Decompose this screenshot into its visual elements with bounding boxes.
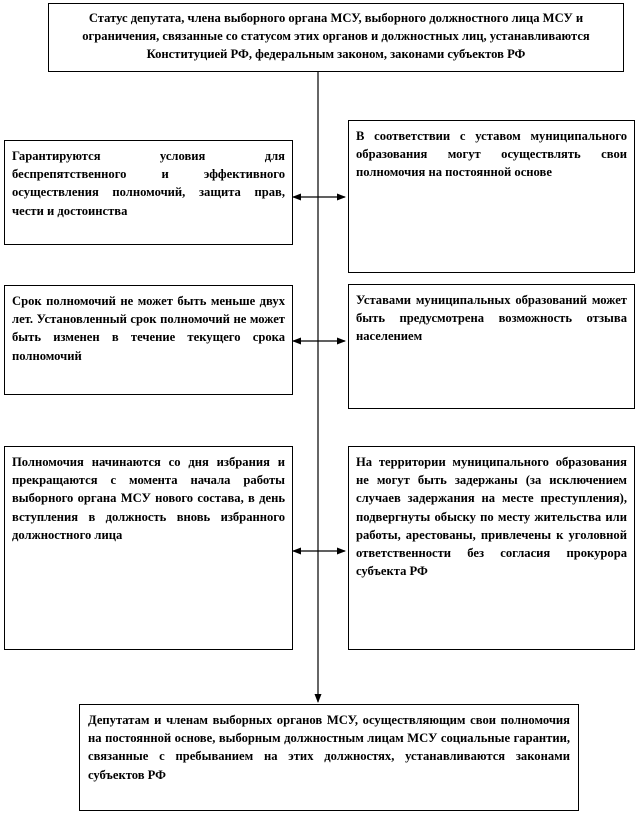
right-box-recall-text: Уставами муниципальных образований может быть предусмотрена возможность отзыва населением [356, 293, 627, 344]
right-box-immunity [348, 446, 635, 650]
left-box-guarantees [4, 140, 293, 245]
bottom-social-guarantees-box [79, 704, 579, 811]
bottom-social-guarantees-text: Депутатам и членам выборных органов МСУ, осуществляющим свои полномочия на постоянной основе, выборным должностным лицам МСУ социальные гарантии, связанные с пребыванием на этих должностях, устанавливаются законами субъектов РФ [88, 713, 570, 782]
left-box-guarantees-text: Гарантируются условия для беспрепятственного и эффективного осуществления полномочий, защита прав, чести и достоинства [12, 149, 285, 218]
top-status-text: Статус депутата, члена выборного органа МСУ, выборного должностного лица МСУ и ограничения, связанные со статусом этих органов и должностных лиц, устанавливаются Конституцией РФ, федеральным законом, законами субъектов РФ [82, 11, 590, 62]
right-box-immunity-text: На территории муниципального образования не могут быть задержаны (за исключением случаев задержания на месте преступления), подвергнуты обыску по месту жительства или работы, арестованы, привлечены к уголовной ответственности без согласия прокурора субъекта РФ [356, 455, 627, 579]
right-box-permanent-basis [348, 120, 635, 273]
left-box-powers-start [4, 446, 293, 650]
left-box-term-text: Срок полномочий не может быть меньше двух лет. Установленный срок полномочий не может быть изменен в течение текущего срока полномочий [12, 294, 285, 363]
right-box-permanent-basis-text: В соответствии с уставом муниципального образования могут осуществлять свои полномочия на постоянной основе [356, 129, 627, 180]
left-box-term [4, 285, 293, 395]
top-status-box [48, 3, 624, 72]
left-box-powers-start-text: Полномочия начинаются со дня избрания и прекращаются с момента начала работы выборного органа МСУ нового состава, в день вступления в должность вновь избранного должностного лица [12, 455, 285, 542]
right-box-recall [348, 284, 635, 409]
